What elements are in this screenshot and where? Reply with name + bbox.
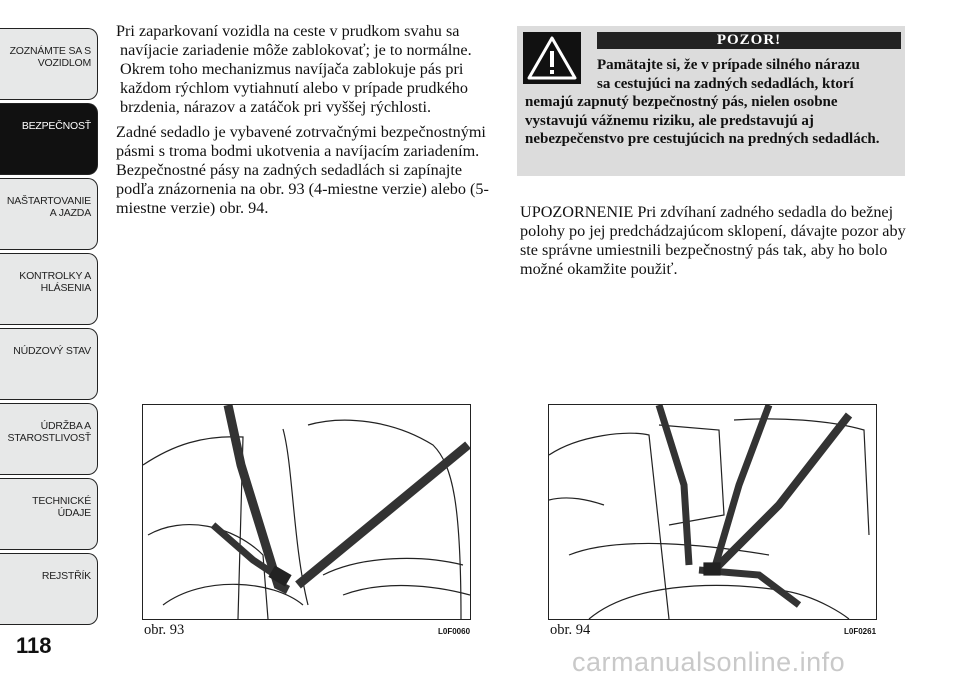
right-column [520,203,908,285]
tab-label: NAŠTARTOVANIE A JAZDA [6,195,91,219]
watermark: carmanualsonline.info [572,647,846,677]
tab-nudzovy-stav[interactable] [0,328,98,400]
figure-code: L0F0060 [438,627,471,636]
figure-code: L0F0261 [844,627,877,636]
tab-label: ZOZNÁMTE SA S VOZIDLOM [9,45,91,69]
paragraph: UPOZORNENIE Pri zdvíhaní zadného sedadla do bežnej polohy po jej predchádzajúcom sklopení, dávajte pozor aby ste správne umiestnili bezpečnostný pás tak, aby ho bolo možné okamžite použiť. [520,203,906,278]
tab-label: REJSTŘÍK [41,570,91,582]
figure-caption: obr. 94 [550,622,591,638]
tab-kontrolky[interactable] [0,253,98,325]
warning-line: Pamätajte si, že v prípade silného nárazu [597,57,860,73]
warning-line: sa cestujúci na zadných sedadlách, ktorí [597,75,854,92]
page-number: 118 [16,633,52,658]
tab-bezpecnost[interactable] [0,103,98,175]
tab-rejstrik[interactable] [0,553,98,625]
tab-label: ÚDRŽBA A STAROSTLIVOSŤ [7,420,91,444]
tab-label: BEZPEČNOSŤ [21,120,91,132]
warning-line: nemajú zapnutý bezpečnostný pás, nielen osobne vystavujú vážnemu riziku, ale predstavujú aj nebezpečenstvo pre cestujúcich na predných sedadlách. [525,94,880,147]
warning-heading: POZOR! [597,32,901,49]
paragraph: Zadné sedadlo je vybavené zotrvačnými bezpečnostnými pásmi s troma bodmi ukotvenia a navíjacím zariadením. Bezpečnostné pásy na zadných sedadlách si zapínajte podľa znázornenia na obr. 93 (4-miestne verzie) alebo (5-miestne verzie) obr. 94. [116,123,489,217]
tab-nastartovanie[interactable] [0,178,98,250]
chapter-tabs [0,0,104,686]
paragraph: Pri zaparkovaní vozidla na ceste v prudkom svahu sa navíjacie zariadenie môže zablokovať; je to normálne. Okrem toho mechanizmus navíjača zablokuje pás pri každom rýchlom vytiahnutí alebo v prípade prudkého brzdenia, nárazov a zatáčok pri vyššej rýchlosti. [116,22,472,116]
warning-box [517,26,905,176]
left-column [116,22,502,224]
tab-label: KONTROLKY A HLÁSENIA [19,270,91,294]
tab-label: NÚDZOVÝ STAV [13,345,91,357]
figure-caption: obr. 93 [144,622,185,638]
tab-udrzba[interactable] [0,403,98,475]
figure-93-rear-seat-belts [142,404,471,620]
tab-label: TECHNICKÉ ÚDAJE [32,495,91,519]
tab-zoznamte-sa[interactable] [0,28,98,100]
figure-94-rear-seat-belts [548,404,877,620]
warning-text [525,56,901,149]
tab-technicke-udaje[interactable] [0,478,98,550]
